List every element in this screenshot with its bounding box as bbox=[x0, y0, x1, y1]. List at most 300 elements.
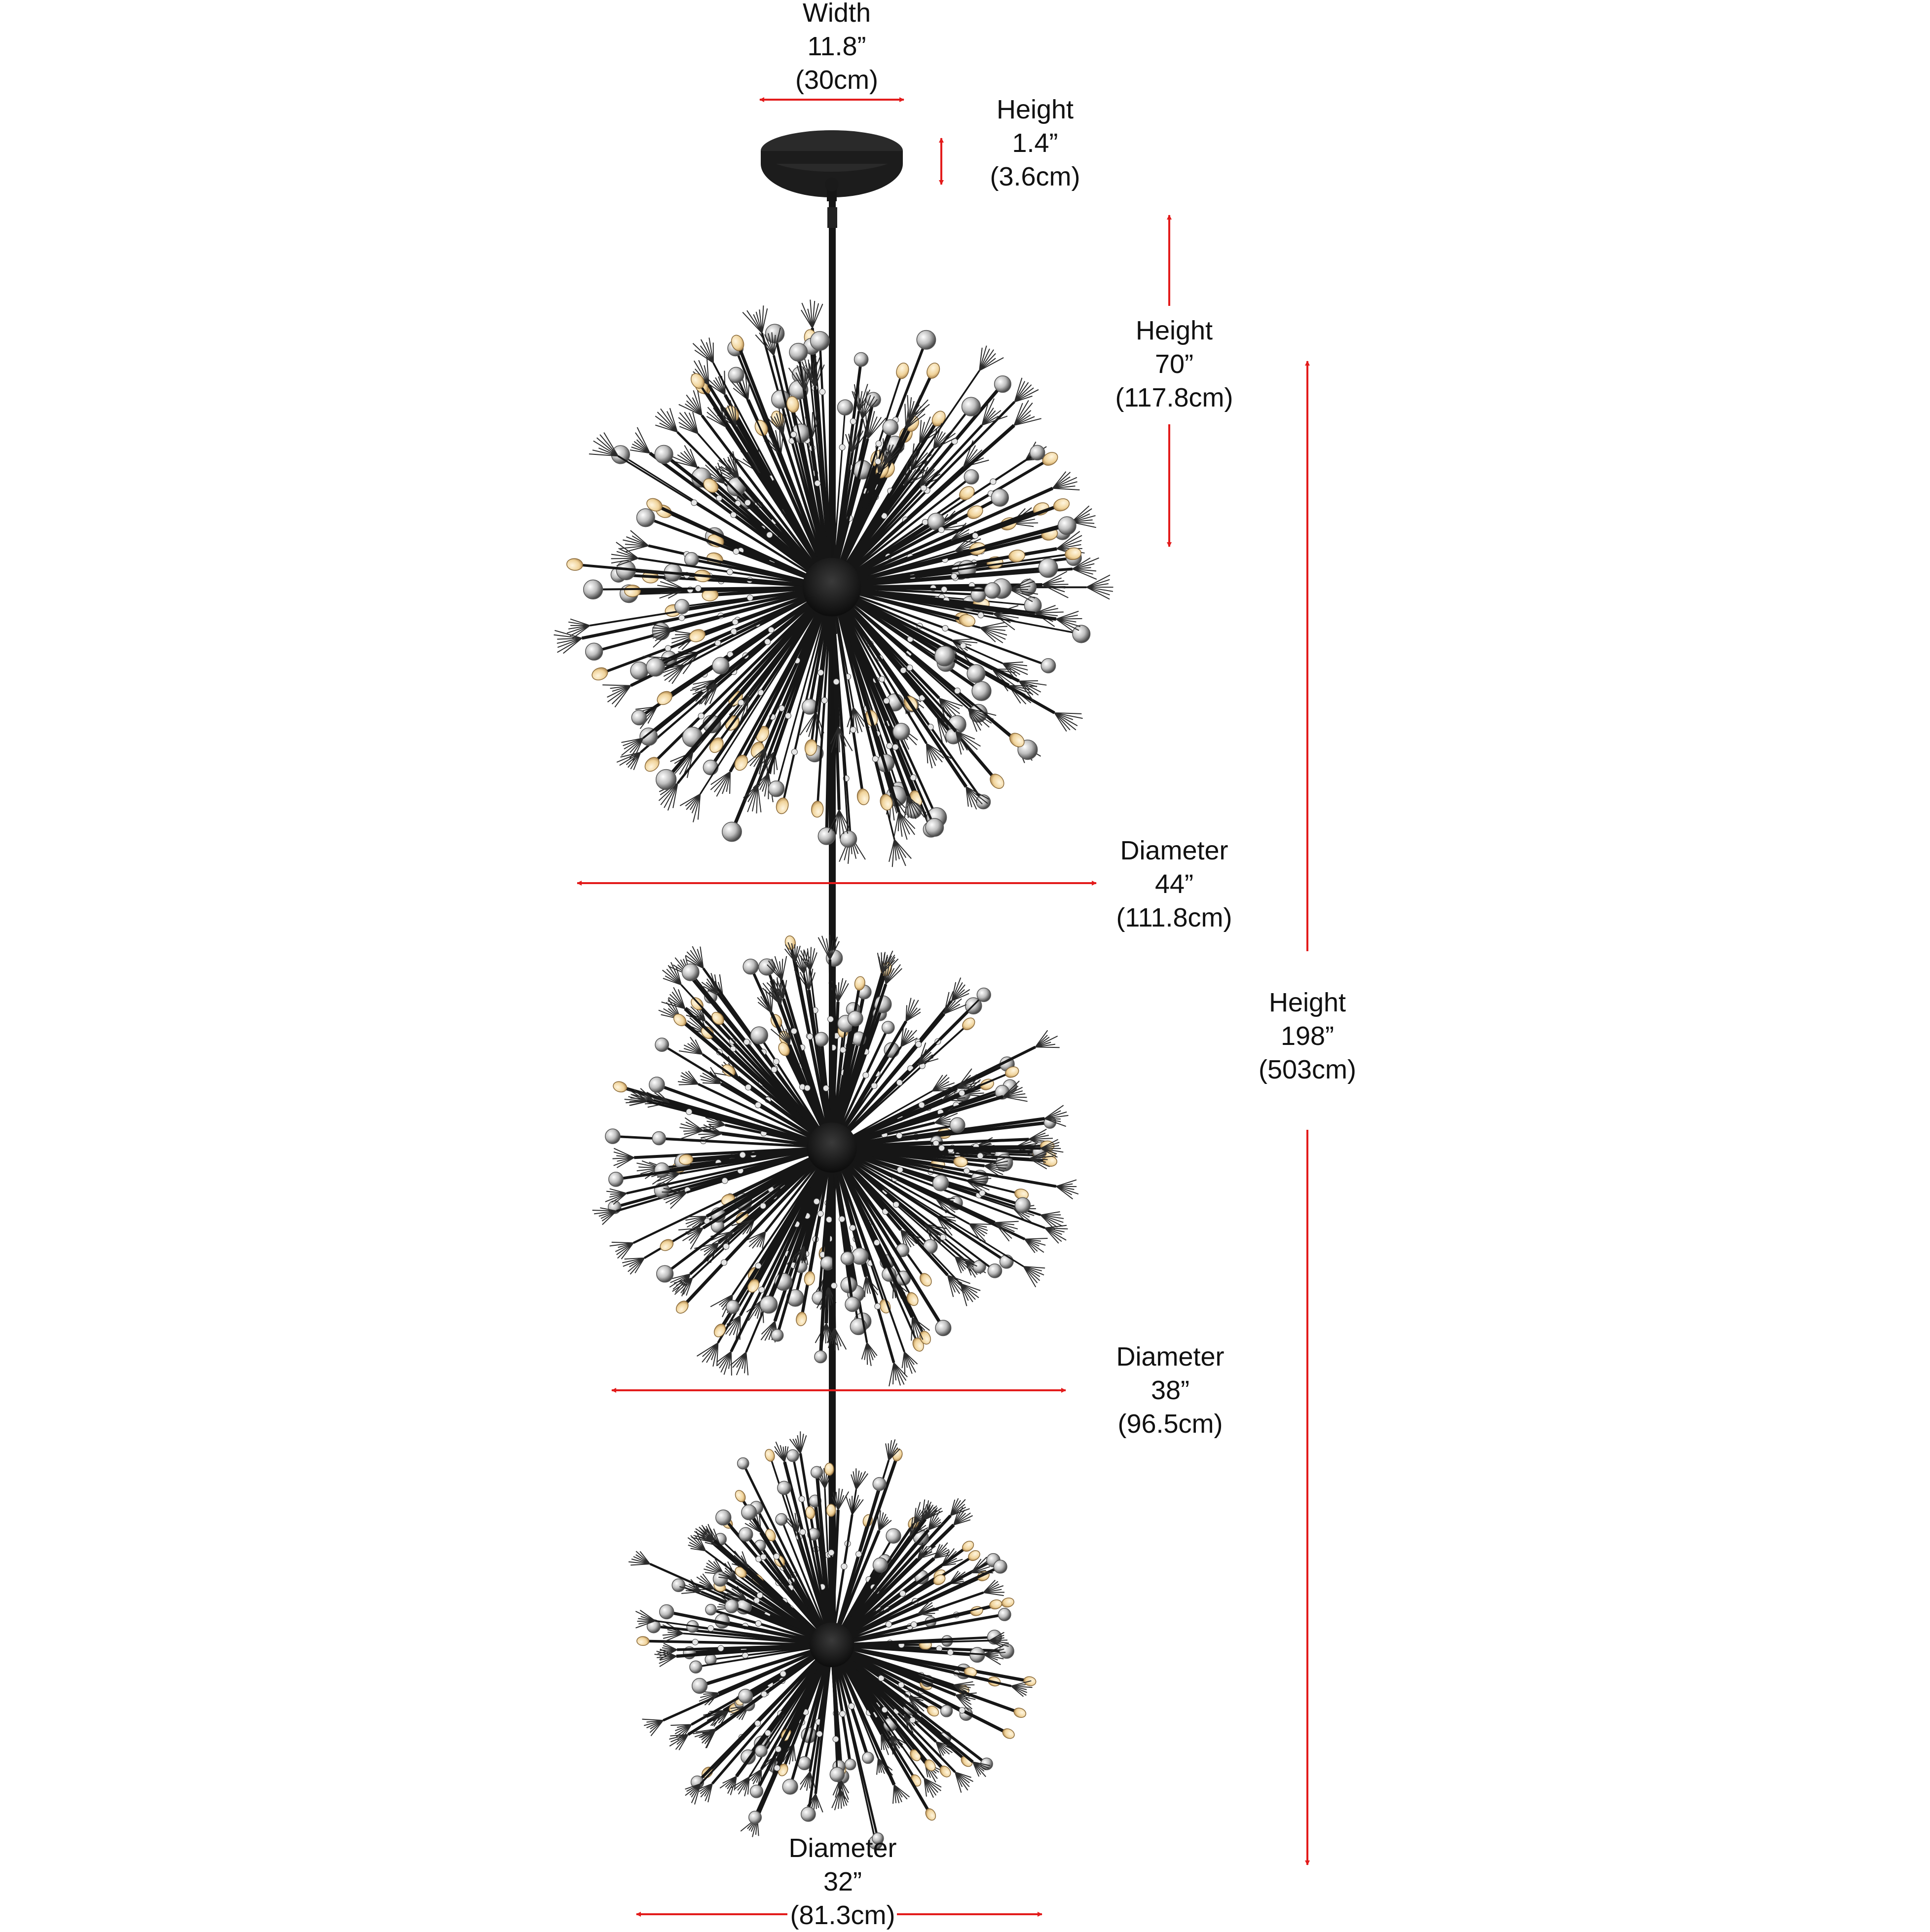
crystal-bead bbox=[807, 1034, 813, 1040]
spray-tip bbox=[957, 1088, 975, 1089]
spray-tip bbox=[1014, 403, 1033, 426]
crystal-bead bbox=[887, 743, 892, 749]
crystal-bead bbox=[990, 479, 996, 484]
crystal-ball bbox=[755, 1745, 767, 1757]
crystal-ball bbox=[739, 1527, 753, 1541]
overall-height-imperial: 198” bbox=[1179, 1019, 1436, 1053]
bulb bbox=[612, 1080, 628, 1093]
crystal-bead bbox=[839, 1216, 845, 1222]
crystal-bead bbox=[921, 485, 927, 491]
canopy-height-imperial: 1.4” bbox=[907, 126, 1163, 160]
crystal-ball bbox=[935, 1320, 951, 1336]
crystal-ball bbox=[760, 1296, 778, 1313]
crystal-ball bbox=[815, 1351, 827, 1363]
spray-tip bbox=[684, 412, 698, 434]
crystal-ball bbox=[705, 1604, 716, 1615]
crystal-bead bbox=[755, 1720, 761, 1726]
crystal-bead bbox=[955, 688, 961, 694]
crystal-bead bbox=[815, 481, 820, 486]
crystal-ball bbox=[845, 1759, 856, 1770]
crystal-ball bbox=[988, 1264, 1002, 1278]
spray-tip bbox=[687, 1216, 706, 1217]
spray-tip bbox=[611, 558, 638, 559]
crystal-bead bbox=[911, 1622, 917, 1628]
crystal-bead bbox=[679, 615, 685, 621]
crystal-ball bbox=[886, 1528, 901, 1543]
spray-tip bbox=[904, 1352, 905, 1374]
crystal-bead bbox=[871, 1083, 877, 1089]
crystal-ball bbox=[725, 1599, 738, 1613]
bulb bbox=[658, 1237, 675, 1253]
crystal-ball bbox=[1041, 659, 1055, 673]
crystal-bead bbox=[964, 1168, 969, 1174]
canopy-width-label bbox=[708, 0, 965, 97]
spray-tip bbox=[905, 404, 906, 429]
spray-tip bbox=[1025, 1239, 1044, 1253]
crystal-bead bbox=[831, 1283, 837, 1289]
crystal-ball bbox=[787, 1449, 799, 1461]
crystal-ball bbox=[782, 1779, 798, 1794]
crystal-bead bbox=[791, 1028, 797, 1034]
crystal-ball bbox=[586, 643, 603, 660]
spray-tip bbox=[604, 433, 618, 456]
crystal-bead bbox=[939, 1145, 945, 1151]
crystal-bead bbox=[800, 1529, 806, 1535]
crystal-ball bbox=[873, 1478, 886, 1491]
crystal-ball bbox=[655, 1038, 668, 1051]
crystal-bead bbox=[732, 619, 738, 625]
crystal-bead bbox=[922, 519, 928, 525]
overall-height-name: Height bbox=[1179, 986, 1436, 1019]
crystal-bead bbox=[791, 749, 797, 755]
crystal-ball bbox=[657, 1265, 673, 1282]
crystal-bead bbox=[692, 1639, 698, 1645]
crystal-bead bbox=[910, 1717, 916, 1723]
canopy-width-metric: (30cm) bbox=[708, 63, 965, 97]
crystal-ball bbox=[703, 760, 718, 775]
bulb bbox=[566, 558, 583, 571]
crystal-bead bbox=[745, 1084, 751, 1090]
bulb bbox=[624, 585, 640, 597]
spray-tip bbox=[1053, 488, 1080, 490]
crystal-bead bbox=[747, 595, 753, 601]
crystal-ball bbox=[609, 1172, 623, 1187]
crystal-bead bbox=[900, 1591, 906, 1597]
top-diameter-metric: (111.8cm) bbox=[1046, 901, 1302, 934]
crystal-bead bbox=[940, 1234, 946, 1240]
bulb bbox=[989, 1598, 1002, 1610]
crystal-bead bbox=[708, 1626, 714, 1632]
crystal-bead bbox=[765, 1730, 771, 1736]
crystal-bead bbox=[760, 1554, 766, 1560]
crystal-bead bbox=[850, 727, 856, 733]
crystal-ball bbox=[738, 1458, 749, 1469]
crystal-bead bbox=[941, 587, 947, 593]
spray-tip bbox=[605, 1193, 627, 1202]
crystal-bead bbox=[817, 1731, 822, 1737]
crystal-bead bbox=[978, 612, 984, 618]
crystal-ball bbox=[771, 1329, 783, 1341]
crystal-ball bbox=[967, 665, 985, 683]
crystal-bead bbox=[774, 1765, 780, 1771]
crystal-bead bbox=[742, 1652, 748, 1658]
crystal-ball bbox=[838, 400, 853, 415]
sputnik-arm bbox=[830, 960, 832, 1148]
crystal-ball bbox=[1000, 1255, 1013, 1268]
bulb bbox=[826, 1504, 835, 1517]
spray-tip bbox=[911, 1317, 912, 1340]
crystal-bead bbox=[755, 1621, 761, 1627]
crystal-ball bbox=[640, 728, 658, 745]
bulb bbox=[590, 666, 609, 682]
crystal-ball bbox=[726, 1300, 740, 1314]
crystal-bead bbox=[814, 1198, 819, 1204]
spray-tip bbox=[746, 1352, 748, 1375]
crystal-ball bbox=[1058, 517, 1076, 534]
crystal-ball bbox=[646, 658, 665, 676]
crystal-bead bbox=[900, 668, 906, 673]
canopy-width-imperial: 11.8” bbox=[708, 30, 965, 63]
crystal-bead bbox=[721, 1260, 727, 1265]
crystal-bead bbox=[745, 500, 751, 506]
crystal-ball bbox=[801, 1807, 816, 1821]
crystal-bead bbox=[863, 1072, 869, 1078]
crystal-bead bbox=[761, 1691, 767, 1697]
crystal-bead bbox=[910, 775, 916, 780]
bulb bbox=[775, 797, 789, 815]
crystal-bead bbox=[828, 1016, 834, 1022]
crystal-bead bbox=[959, 1708, 965, 1713]
crystal-ball bbox=[682, 964, 699, 981]
crystal-ball bbox=[750, 1027, 768, 1044]
spray-tip bbox=[894, 840, 906, 866]
crystal-bead bbox=[686, 1109, 692, 1115]
crystal-ball bbox=[605, 1129, 620, 1144]
crystal-ball bbox=[682, 727, 702, 747]
sputnik-hub bbox=[810, 1623, 854, 1668]
crystal-ball bbox=[985, 583, 1001, 598]
crystal-bead bbox=[979, 1190, 985, 1196]
crystal-bead bbox=[755, 1263, 761, 1269]
canopy-height-name: Height bbox=[907, 93, 1163, 126]
spray-tip bbox=[893, 1785, 894, 1804]
crystal-ball bbox=[728, 367, 743, 382]
crystal-ball bbox=[685, 553, 699, 566]
crystal-ball bbox=[950, 1117, 965, 1132]
bulb bbox=[1013, 1707, 1028, 1719]
crystal-bead bbox=[840, 1711, 846, 1717]
bottom-diameter-label bbox=[714, 1831, 971, 1932]
crystal-ball bbox=[656, 770, 676, 790]
bulb bbox=[856, 788, 870, 806]
spray-tip bbox=[993, 614, 1015, 630]
middle-diameter-imperial: 38” bbox=[1042, 1374, 1299, 1407]
canopy bbox=[761, 130, 903, 201]
crystal-bead bbox=[731, 629, 737, 634]
crystal-ball bbox=[995, 376, 1011, 393]
spray-tip bbox=[1057, 540, 1081, 549]
crystal-bead bbox=[757, 1592, 763, 1598]
crystal-ball bbox=[893, 723, 910, 740]
crystal-bead bbox=[768, 627, 774, 633]
crystal-bead bbox=[773, 1059, 779, 1065]
crystal-bead bbox=[884, 698, 890, 704]
spray-tip bbox=[655, 416, 677, 432]
crystal-ball bbox=[742, 1505, 757, 1520]
crystal-ball bbox=[778, 1481, 791, 1494]
crystal-ball bbox=[739, 1689, 753, 1704]
crystal-bead bbox=[733, 549, 739, 555]
crystal-bead bbox=[893, 1202, 899, 1208]
crystal-bead bbox=[896, 1079, 902, 1085]
crystal-bead bbox=[759, 1287, 765, 1293]
bulb bbox=[918, 1271, 934, 1288]
crystal-bead bbox=[819, 389, 825, 395]
spray-tip bbox=[1042, 584, 1069, 585]
spray-tip bbox=[800, 1435, 806, 1453]
spray-tip bbox=[948, 1275, 960, 1294]
spray-tip bbox=[697, 1343, 718, 1356]
crystal-ball bbox=[811, 1466, 823, 1478]
crystal-bead bbox=[876, 441, 882, 446]
crystal-ball bbox=[854, 353, 868, 367]
middle-diameter-name: Diameter bbox=[1042, 1340, 1299, 1374]
crystal-bead bbox=[723, 1243, 729, 1249]
spray-tip bbox=[822, 936, 830, 960]
crystal-bead bbox=[897, 1167, 903, 1173]
spray-tip bbox=[982, 408, 993, 425]
spray-tip bbox=[642, 1719, 664, 1721]
chain-height-imperial: 70” bbox=[1046, 347, 1302, 381]
crystal-bead bbox=[875, 1303, 881, 1309]
crystal-bead bbox=[698, 713, 704, 719]
crystal-bead bbox=[833, 679, 839, 685]
down-rod bbox=[827, 201, 837, 1667]
spray-tip bbox=[939, 698, 960, 713]
top-diameter-label bbox=[1046, 834, 1302, 934]
spray-tip bbox=[748, 381, 749, 400]
bulb bbox=[733, 1488, 747, 1504]
spray-tip bbox=[902, 1352, 904, 1368]
spray-tip bbox=[731, 1352, 732, 1376]
spray-tip bbox=[952, 639, 973, 640]
crystal-ball bbox=[883, 419, 898, 435]
spray-tip bbox=[635, 433, 650, 453]
crystal-bead bbox=[791, 432, 797, 438]
crystal-ball bbox=[1039, 558, 1058, 578]
crystal-ball bbox=[933, 1175, 949, 1191]
bulb bbox=[1052, 497, 1071, 513]
crystal-ball bbox=[845, 1297, 860, 1312]
crystal-ball bbox=[964, 470, 978, 484]
spray-tip bbox=[612, 1242, 633, 1243]
sputnik-hub bbox=[807, 1122, 857, 1173]
crystal-ball bbox=[692, 1678, 707, 1694]
crystal-ball bbox=[1030, 446, 1045, 460]
crystal-bead bbox=[879, 676, 885, 682]
crystal-bead bbox=[907, 665, 913, 671]
crystal-bead bbox=[744, 1039, 750, 1045]
crystal-bead bbox=[872, 756, 878, 762]
crystal-bead bbox=[817, 1211, 823, 1217]
crystal-ball bbox=[882, 1021, 894, 1034]
crystal-ball bbox=[652, 1132, 666, 1145]
crystal-bead bbox=[886, 1621, 891, 1627]
crystal-bead bbox=[841, 1563, 847, 1569]
crystal-bead bbox=[727, 569, 733, 575]
bulb bbox=[811, 801, 824, 817]
crystal-ball bbox=[722, 822, 742, 841]
crystal-bead bbox=[850, 418, 856, 424]
top-diameter-name: Diameter bbox=[1046, 834, 1302, 867]
spray-tip bbox=[1054, 713, 1066, 732]
spray-tip bbox=[661, 409, 677, 432]
crystal-ball bbox=[811, 332, 829, 350]
crystal-ball bbox=[926, 818, 943, 836]
crystal-ball bbox=[941, 1705, 953, 1717]
crystal-bead bbox=[896, 1133, 902, 1139]
crystal-bead bbox=[779, 706, 784, 711]
crystal-ball bbox=[712, 657, 729, 674]
crystal-bead bbox=[875, 458, 881, 464]
crystal-bead bbox=[695, 586, 701, 592]
crystal-bead bbox=[738, 700, 744, 706]
crystal-bead bbox=[960, 643, 966, 649]
crystal-ball bbox=[972, 681, 991, 701]
crystal-ball bbox=[840, 831, 856, 847]
chain-height-name: Height bbox=[1046, 314, 1302, 347]
bulb bbox=[1001, 1727, 1016, 1740]
crystal-ball bbox=[660, 1605, 674, 1619]
crystal-ball bbox=[999, 1608, 1011, 1621]
bulb bbox=[795, 1311, 808, 1327]
crystal-ball bbox=[750, 1785, 763, 1798]
spray-tip bbox=[1024, 1266, 1036, 1287]
crystal-bead bbox=[833, 1736, 839, 1742]
crystal-bead bbox=[799, 1496, 805, 1502]
crystal-ball bbox=[917, 331, 935, 349]
bulb bbox=[929, 409, 948, 428]
crystal-bead bbox=[755, 1102, 761, 1108]
crystal-ball bbox=[675, 599, 689, 614]
crystal-bead bbox=[771, 1067, 777, 1073]
crystal-ball bbox=[789, 343, 808, 362]
crystal-bead bbox=[826, 1217, 832, 1223]
crystal-ball bbox=[1015, 1197, 1030, 1213]
spray-tip bbox=[893, 1281, 894, 1299]
canopy-width-name: Width bbox=[708, 0, 965, 30]
crystal-bead bbox=[767, 532, 773, 538]
crystal-bead bbox=[874, 1240, 880, 1246]
bulb bbox=[637, 1636, 649, 1646]
crystal-ball bbox=[994, 1560, 1007, 1573]
spray-tip bbox=[955, 1772, 968, 1790]
crystal-ball bbox=[716, 1510, 731, 1525]
crystal-ball bbox=[818, 827, 835, 845]
spray-tip bbox=[881, 1735, 882, 1750]
crystal-ball bbox=[848, 1011, 863, 1026]
spray-tip bbox=[1056, 1180, 1076, 1186]
crystal-bead bbox=[898, 1682, 904, 1688]
middle-diameter-metric: (96.5cm) bbox=[1042, 1407, 1299, 1441]
chain-height-metric: (117.8cm) bbox=[1046, 381, 1302, 414]
crystal-ball bbox=[769, 781, 784, 797]
canopy-height-metric: (3.6cm) bbox=[907, 160, 1163, 193]
crystal-ball bbox=[743, 959, 758, 974]
spray-tip bbox=[995, 1222, 1018, 1223]
bulb bbox=[925, 361, 942, 380]
crystal-ball bbox=[749, 1811, 762, 1824]
top-diameter-imperial: 44” bbox=[1046, 867, 1302, 901]
bulb bbox=[732, 753, 750, 773]
crystal-ball bbox=[690, 1661, 702, 1673]
crystal-ball bbox=[584, 580, 603, 599]
bulb bbox=[1001, 1597, 1015, 1608]
spray-tip bbox=[669, 1735, 688, 1746]
crystal-bead bbox=[765, 639, 771, 645]
crystal-ball bbox=[655, 1163, 669, 1178]
crystal-bead bbox=[977, 1153, 983, 1159]
spray-tip bbox=[983, 1593, 1003, 1596]
crystal-bead bbox=[785, 713, 791, 719]
crystal-bead bbox=[892, 744, 898, 750]
crystal-ball bbox=[1073, 625, 1090, 643]
bulb bbox=[707, 735, 726, 755]
spray-tip bbox=[1014, 388, 1034, 402]
bulb bbox=[688, 628, 707, 644]
spray-tip bbox=[1025, 1238, 1048, 1239]
crystal-bead bbox=[804, 1085, 810, 1091]
crystal-bead bbox=[959, 1090, 965, 1096]
bottom-diameter-name: Diameter bbox=[714, 1831, 971, 1865]
crystal-bead bbox=[691, 500, 697, 506]
crystal-bead bbox=[856, 1551, 862, 1557]
crystal-bead bbox=[938, 527, 944, 533]
crystal-bead bbox=[850, 1225, 855, 1231]
overall-height-label bbox=[1179, 986, 1436, 1086]
bulb bbox=[894, 362, 911, 380]
spray-tip bbox=[686, 395, 702, 415]
crystal-ball bbox=[649, 1077, 665, 1092]
crystal-ball bbox=[776, 1514, 787, 1525]
crystal-bead bbox=[718, 1645, 724, 1651]
crystal-bead bbox=[849, 1703, 854, 1709]
crystal-bead bbox=[715, 640, 721, 646]
bulb bbox=[803, 1271, 816, 1286]
crystal-bead bbox=[951, 573, 957, 579]
crystal-ball bbox=[672, 1579, 685, 1592]
crystal-bead bbox=[919, 1102, 925, 1108]
crystal-ball bbox=[815, 1032, 828, 1046]
spray-tip bbox=[1014, 382, 1028, 402]
crystal-ball bbox=[935, 646, 955, 666]
chain-height-label bbox=[1046, 314, 1302, 414]
spray-tip bbox=[570, 619, 590, 626]
crystal-bead bbox=[775, 1746, 781, 1752]
crystal-bead bbox=[840, 1047, 846, 1053]
spray-tip bbox=[983, 1592, 1004, 1593]
crystal-ball bbox=[631, 710, 646, 725]
crystal-bead bbox=[774, 1554, 779, 1560]
bulb bbox=[825, 1463, 834, 1475]
crystal-bead bbox=[817, 669, 823, 675]
crystal-bead bbox=[972, 533, 978, 539]
overall-height-metric: (503cm) bbox=[1179, 1053, 1436, 1086]
spray-tip bbox=[615, 686, 631, 707]
spray-tip bbox=[877, 1758, 878, 1775]
spray-tip bbox=[695, 350, 713, 363]
crystal-bead bbox=[821, 698, 827, 704]
